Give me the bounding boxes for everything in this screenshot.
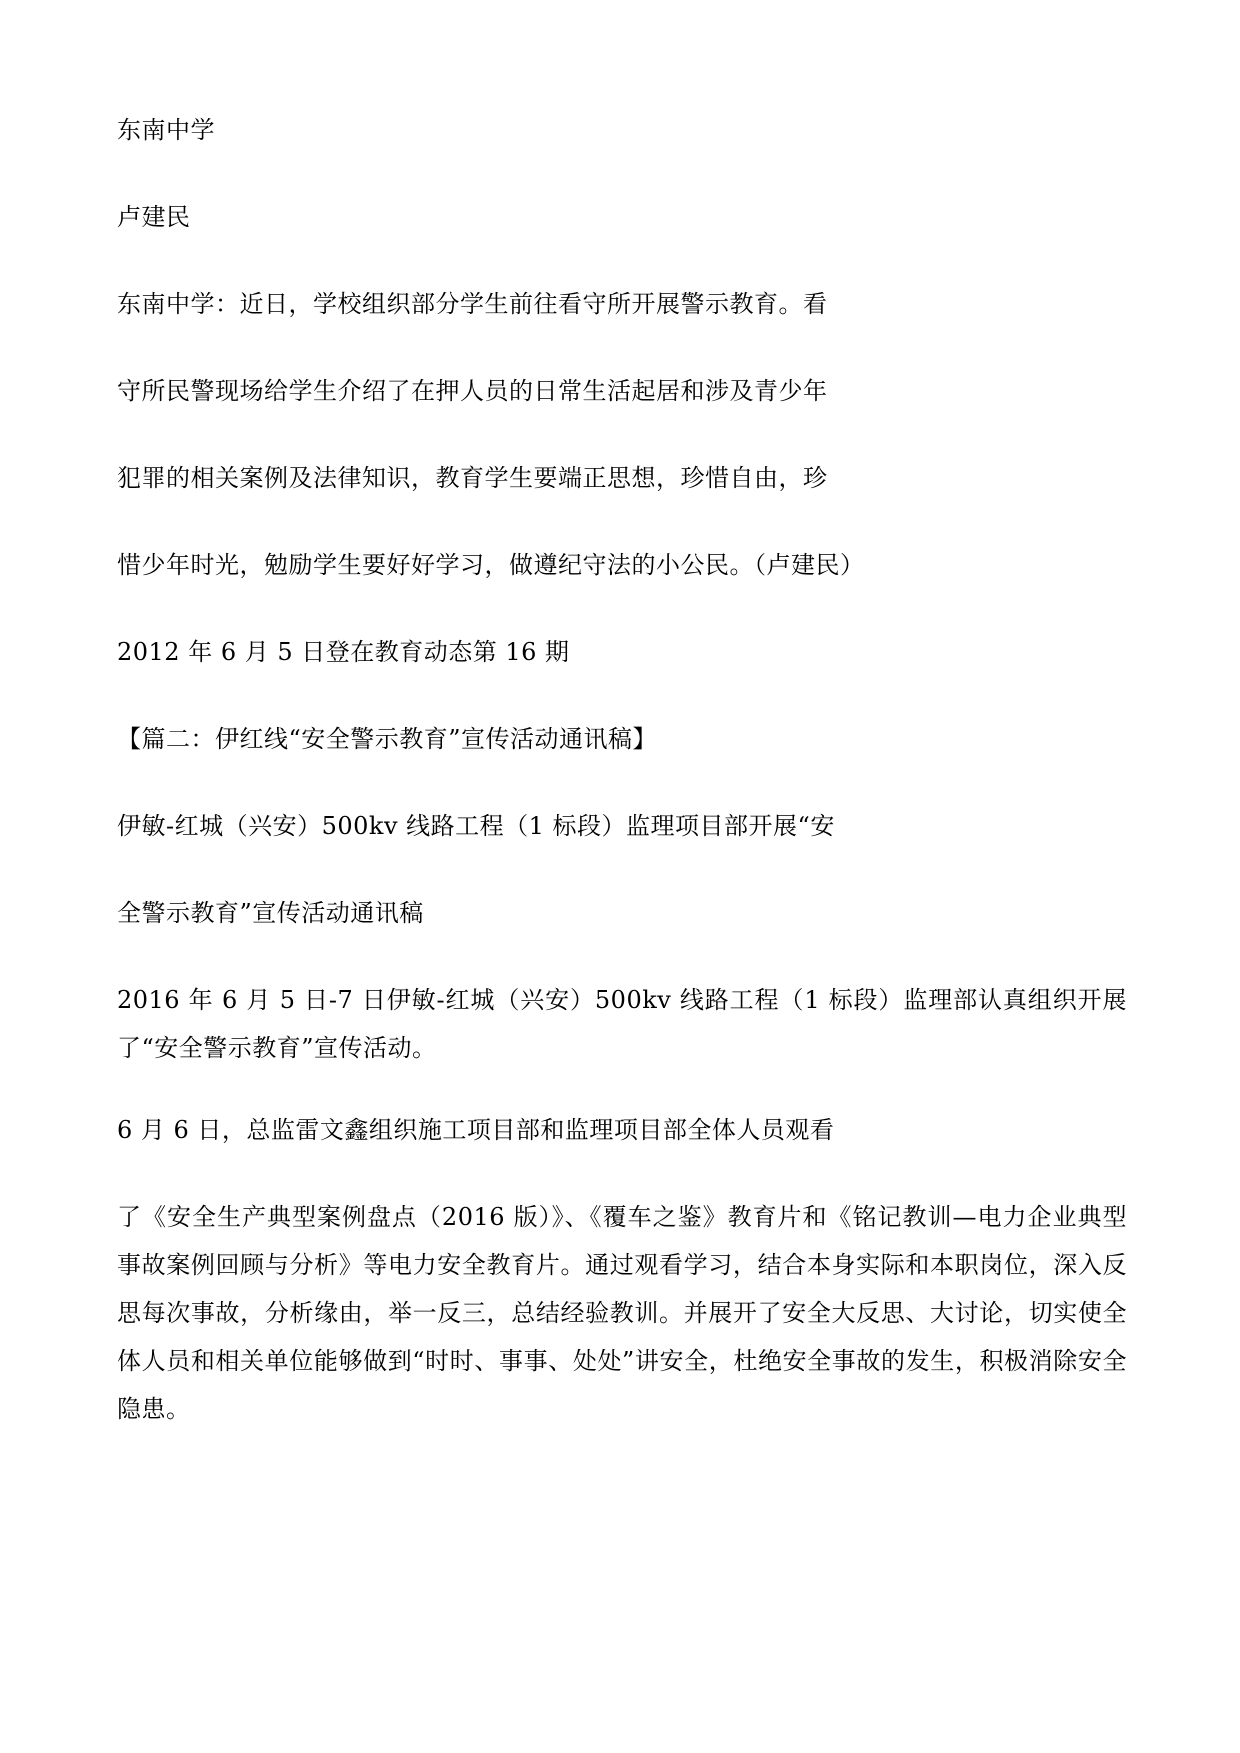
school-name: 东南中学 [117, 116, 215, 144]
article-title-line-2: 全警示教育”宣传活动通讯稿 [117, 899, 424, 927]
article-title-line-1: 伊敏-红城（兴安）500kv 线路工程（1 标段）监理项目部开展“安 [117, 812, 835, 840]
final-paragraph: 了《安全生产典型案例盘点（2016 版）》、《覆车之鉴》教育片和《铭记教训—电力企业典型事故案例回顾与分析》等电力安全教育片。通过观看学习，结合本身实际和本职岗位，深入反思每次事故，分析缘由，举一反三，总结经验教训。并展开了安全大反思、大讨论，切实使全体人员和相关单位能够做到“时时、事事、处处”讲安全，杜绝安全事故的发生，积极消除安全隐患。 [117, 1203, 1127, 1423]
section-heading: 【篇二：伊红线“安全警示教育”宣传活动通讯稿】 [117, 725, 658, 753]
news-line-3: 犯罪的相关案例及法律知识，教育学生要端正思想，珍惜自由，珍 [117, 464, 828, 492]
publication-note: 2012 年 6 月 5 日登在教育动态第 16 期 [117, 638, 570, 666]
activity-paragraph: 2016 年 6 月 5 日-7 日伊敏-红城（兴安）500kv 线路工程（1 标段）监理部认真组织开展了“安全警示教育”宣传活动。 [117, 986, 1127, 1062]
news-line-1: 东南中学：近日，学校组织部分学生前往看守所开展警示教育。看 [117, 290, 828, 318]
author-name: 卢建民 [117, 203, 191, 231]
news-line-4: 惜少年时光，勉励学生要好好学习，做遵纪守法的小公民。（卢建民） [117, 551, 865, 579]
june6-line: 6 月 6 日，总监雷文鑫组织施工项目部和监理项目部全体人员观看 [117, 1116, 835, 1144]
news-line-2: 守所民警现场给学生介绍了在押人员的日常生活起居和涉及青少年 [117, 377, 828, 405]
